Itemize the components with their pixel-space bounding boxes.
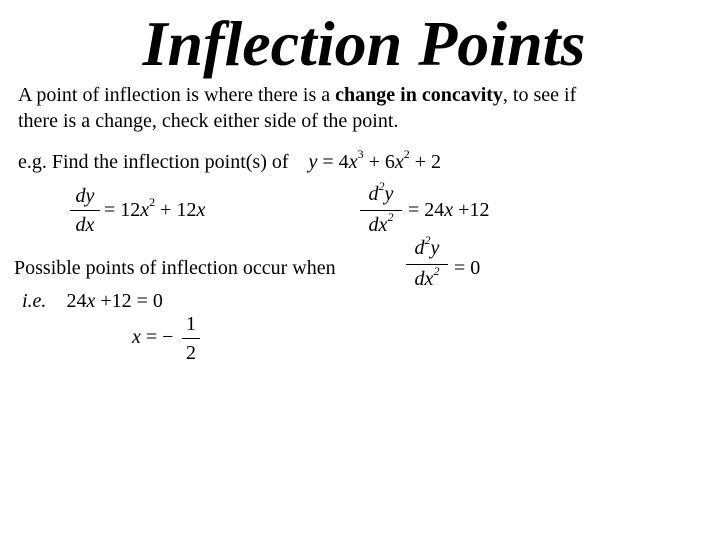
example-eq-y: y (308, 151, 318, 173)
solution-a: 24 (66, 290, 87, 312)
dy-dx-fraction (70, 184, 100, 237)
first-derivative-var-2: x (196, 199, 206, 221)
example-question (18, 147, 442, 174)
fraction-bar (406, 264, 448, 265)
solution-line (22, 290, 163, 313)
second-derivative-fraction (360, 179, 402, 239)
intro-text-2: , to see if (502, 84, 577, 106)
intro-paragraph (18, 82, 576, 134)
example-eq-x3: x (348, 151, 358, 173)
x-solution-numerator: 1 (186, 313, 196, 335)
first-derivative-pow: 2 (149, 195, 156, 209)
possible-points-text: Possible points of inflection occur when (14, 257, 336, 279)
second-derivative-numerator: $d^2y$ (368, 179, 394, 205)
x-solution-denominator: 2 (186, 342, 196, 364)
solution-b: +12 = 0 (100, 290, 163, 312)
example-prefix: e.g. Find the inflection point(s) of (18, 151, 289, 173)
first-derivative-rhs (104, 195, 206, 222)
fraction-bar (70, 210, 100, 211)
page-title: Inflection Points (142, 8, 586, 79)
fraction-bar (182, 338, 200, 339)
intro-text-3: there is a change, check either side of the point. (18, 110, 399, 132)
first-derivative-a: = 12 (104, 199, 141, 221)
second-derivative-var: x (444, 199, 454, 221)
second-derivative-b: +12 (458, 199, 490, 221)
intro-text-1: A point of inflection is where there is a (18, 84, 336, 106)
possible-rhs: = 0 (454, 257, 481, 279)
possible-fraction (406, 233, 448, 293)
example-eq-c: + 2 (414, 151, 442, 173)
example-eq-b: + 6 (368, 151, 395, 173)
example-eq-a: = 4 (322, 151, 349, 173)
second-derivative-denominator: $dx^2$ (368, 210, 394, 236)
possible-denominator: $dx^2$ (414, 264, 440, 290)
example-eq-x2-pow: 2 (403, 147, 410, 161)
first-derivative-var: x (140, 199, 150, 221)
first-derivative-b: + 12 (160, 199, 197, 221)
x-solution-fraction (182, 312, 200, 365)
possible-numerator: $d^2y$ (414, 233, 440, 259)
second-derivative-a: = 24 (408, 199, 445, 221)
intro-emphasis: change in concavity (335, 84, 503, 106)
x-solution-lhs (132, 326, 173, 349)
dy-numerator: dy (75, 185, 95, 207)
x-solution-eq: = − (145, 326, 174, 348)
x-solution-var: x (132, 326, 141, 348)
ie-label: i.e. (22, 290, 47, 312)
example-eq-x2: x (394, 151, 404, 173)
fraction-bar (360, 210, 402, 211)
dx-denominator: dx (75, 214, 95, 236)
second-derivative-rhs (408, 199, 489, 222)
solution-var: x (86, 290, 96, 312)
example-eq-x3-pow: 3 (357, 147, 364, 161)
